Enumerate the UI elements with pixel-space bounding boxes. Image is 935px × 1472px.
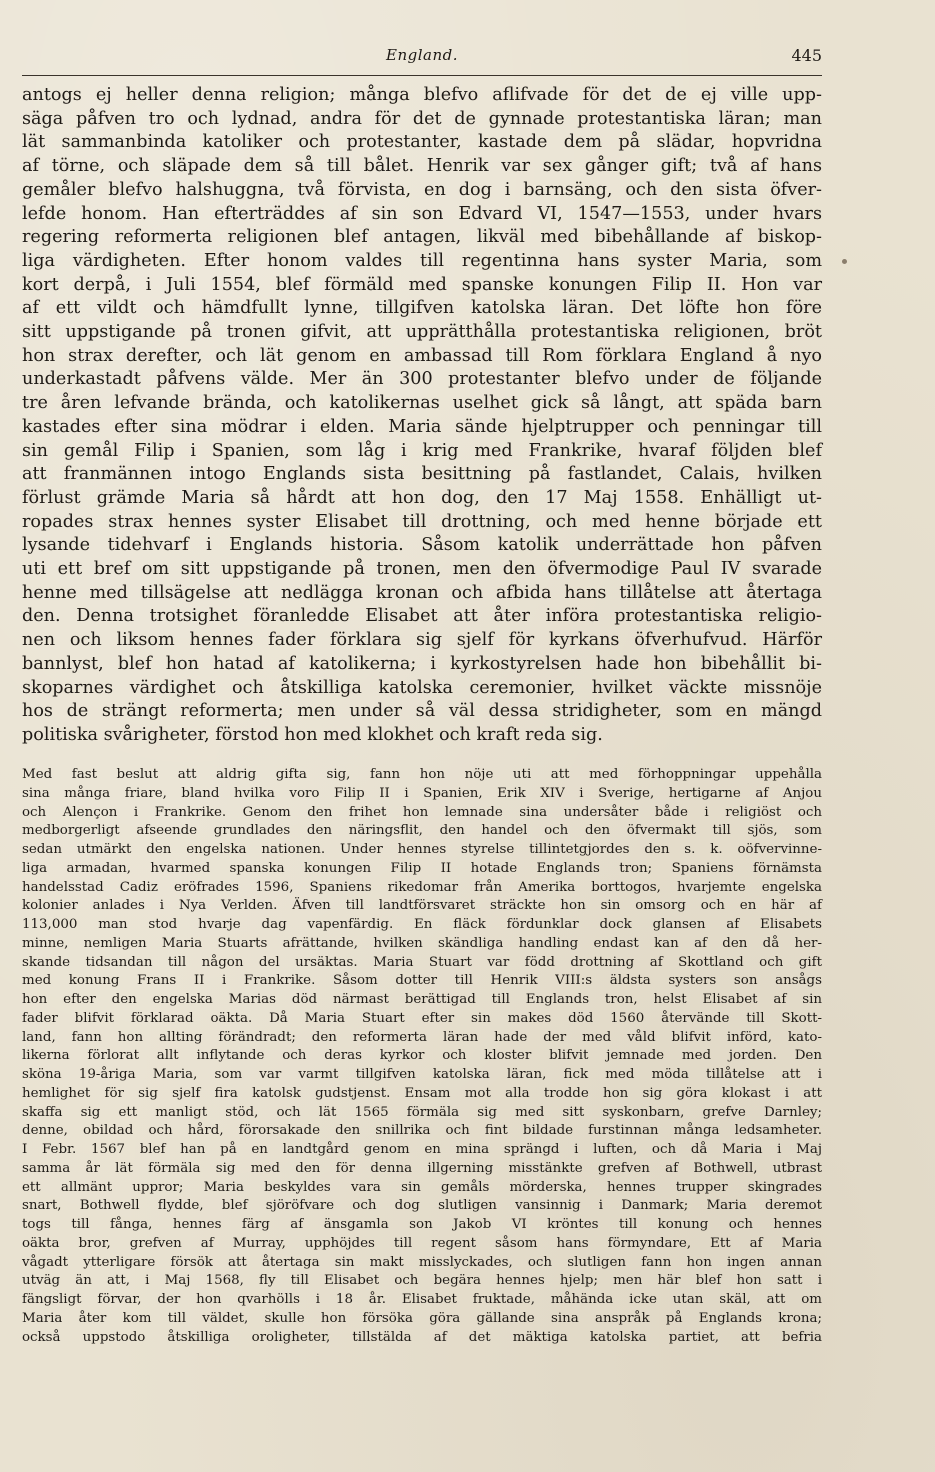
text-line: kort derpå, i Juli 1554, blef förmäld med spanske konungen Filip II. Hon var	[22, 274, 822, 295]
text-line: kastades efter sina mödrar i elden. Maria sände hjelptrupper och penningar till	[22, 416, 822, 437]
text-line: lät sammanbinda katoliker och protestanter, kastade dem på slädar, hopvridna	[22, 132, 822, 153]
text-line: förlust grämde Maria så hårdt att hon dog, den 17 Maj 1558. Enhälligt ut-	[22, 487, 822, 508]
text-line: gemåler blefvo halshuggna, två förvista, en dog i barnsäng, och den sista öfver-	[22, 179, 822, 200]
text-line: sin gemål Filip i Spanien, som låg i krig med Frankrike, hvaraf följden blef	[22, 440, 822, 461]
text-line: henne med tillsägelse att nedlägga kronan och afbida hans tillåtelse att återtaga	[22, 582, 822, 603]
small-print-line: fängsligt förvar, der hon qvarhölls i 18 år. Elisabet fruktade, måhända icke utan skäl, att om	[22, 1292, 822, 1307]
small-print-line: snart, Bothwell flydde, blef sjöröfvare och dog slutligen vansinnig i Danmark; Maria deremot	[22, 1198, 822, 1214]
text-line: af törne, och släpade dem så till bålet. Henrik var sex gånger gift; två af hans	[22, 156, 822, 177]
page-header	[22, 44, 822, 70]
text-line: nen och liksom hennes fader förklara sig sjelf för kyrkans öfverhufvud. Härför	[22, 630, 822, 651]
running-head: England.	[386, 46, 458, 64]
text-line: tre åren lefvande brända, och katolikernas uselhet gick så långt, att späda barn	[22, 393, 822, 414]
small-print-line: oäkta bror, grefven af Murray, upphöjdes till regent såsom hans förmyndare, Ett af Maria	[22, 1235, 822, 1251]
text-line: lysande tidehvarf i Englands historia. Såsom katolik underrättade hon påfven	[22, 535, 822, 556]
text-line: den. Denna trotsighet föranledde Elisabet att åter införa protestantiska religio-	[22, 606, 822, 627]
small-print-line: kolonier anlades i Nya Verlden. Äfven till landtförsvaret sträckte hon sin omsorg och en här af	[22, 898, 822, 914]
small-print-line: medborgerligt afseende grundlades den näringsflit, den handel och den öfvermakt till sjös, som	[22, 823, 822, 839]
small-print-line: Maria åter kom till väldet, skulle hon försöka göra gällande sina anspråk på Englands krona;	[22, 1310, 822, 1326]
header-rule	[22, 75, 822, 76]
small-print-line: minne, nemligen Maria Stuarts afrättande, hvilken skändliga handling endast kan af den då her-	[22, 935, 822, 951]
small-print-line: Med fast beslut att aldrig gifta sig, fann hon nöje uti att med förhoppningar uppehålla	[22, 767, 822, 782]
text-line: säga påfven tro och lydnad, andra för det de gynnade protestantiska läran; man	[22, 108, 822, 129]
text-line: regering reformerta religionen blef antagen, likväl med bibehållande af biskop-	[22, 227, 822, 248]
small-print-line: denne, obildad och hård, förorsakade den snillrika och fint bildade furstinnan många ledsamheter.	[22, 1123, 822, 1139]
text-line: hon strax derefter, och lät genom en ambassad till Rom förklara England å nyo	[22, 345, 822, 366]
text-line: antogs ej heller denna religion; många blefvo aflifvade för det de ej ville upp-	[22, 85, 822, 105]
small-print-line: 113,000 man stod hvarje dag vapenfärdig. En fläck fördunklar dock glansen af Elisabets	[22, 917, 822, 932]
small-print-line: sedan utmärkt den engelska nationen. Under hennes styrelse tillintetgjordes den s. k. oöfvervinne-	[22, 842, 822, 857]
margin-ink-dot	[842, 259, 847, 264]
text-line: ropades strax hennes syster Elisabet till drottning, och med henne började ett	[22, 511, 822, 532]
small-print-line: och Alençon i Frankrike. Genom den frihet hon lemnade sina undersåter både i religiöst och	[22, 804, 822, 820]
small-print-line: fader blifvit förklarad oäkta. Då Maria Stuart efter sin makes död 1560 återvände till Skott-	[22, 1010, 822, 1026]
small-print-block	[22, 766, 822, 1347]
main-text-block	[22, 84, 822, 748]
small-print-line: togs till fånga, hennes färg af änsgamla son Jakob VI kröntes till konung och hennes	[22, 1217, 822, 1232]
small-print-line: likerna förlorat allt inflytande och deras kyrkor och kloster blifvit jemnade med jorden. Den	[22, 1048, 822, 1064]
small-print-line: ett allmänt uppror; Maria beskyldes vara sin gemåls mörderska, hennes trupper skingrades	[22, 1179, 822, 1195]
small-print-line: hemlighet för sig sjelf fira katolsk gudstjenst. Ensam mot alla trodde hon sig göra klokast i att	[22, 1085, 822, 1101]
small-print-line: land, fann hon allting förändradt; den reformerta läran hade der med våld blifvit införd, kato-	[22, 1029, 822, 1045]
text-line: att franmännen intogo Englands sista besittning på fastlandet, Calais, hvilken	[22, 464, 822, 485]
text-line: underkastadt påfvens välde. Mer än 300 protestanter blefvo under de följande	[22, 369, 822, 390]
text-line: af ett vildt och hämdfullt lynne, tillgifven katolska läran. Det löfte hon före	[22, 298, 822, 319]
small-print-line: utväg än att, i Maj 1568, fly till Elisabet och begära hennes hjelp; men här blef hon satt i	[22, 1273, 822, 1289]
page-number: 445	[791, 46, 822, 65]
small-print-line: också uppstodo åtskilliga oroligheter, tillstälda af det mäktiga katolska partiet, att befria	[22, 1329, 822, 1345]
text-line: uti ett bref om sitt uppstigande på tronen, men den öfvermodige Paul IV svarade	[22, 559, 822, 580]
text-line: skoparnes värdighet och åtskilliga katolska ceremonier, hvilket väckte missnöje	[22, 677, 822, 698]
small-print-line: samma år lät förmäla sig med den för denna illgerning misstänkte grefven af Bothwell, utbrast	[22, 1160, 822, 1176]
small-print-line: skaffa sig ett manligt stöd, och lät 1565 förmäla sig med sitt syskonbarn, grefve Darnley;	[22, 1104, 822, 1120]
text-line: politiska svårigheter, förstod hon med klokhet och kraft reda sig.	[22, 724, 603, 745]
text-line: liga värdigheten. Efter honom valdes till regentinna hans syster Maria, som	[22, 250, 822, 271]
text-line: sitt uppstigande på tronen gifvit, att upprätthålla protestantiska religionen, bröt	[22, 322, 822, 343]
text-line: hos de strängt reformerta; men under så väl dessa stridigheter, som en mängd	[22, 701, 822, 722]
small-print-line: skande tidsandan till någon del ursäktas. Maria Stuart var född drottning af Skottland och gift	[22, 954, 822, 970]
small-print-line: med konung Frans II i Frankrike. Såsom dotter till Henrik VIII:s äldsta systers son ansågs	[22, 973, 822, 989]
small-print-line: I Febr. 1567 blef han på en landtgård genom en mina sprängd i luften, och då Maria i Maj	[22, 1142, 822, 1157]
text-line: bannlyst, blef hon hatad af katolikerna; i kyrkostyrelsen hade hon bibehållit bi-	[22, 653, 822, 674]
text-line: lefde honom. Han efterträddes af sin son Edvard VI, 1547—1553, under hvars	[22, 203, 822, 224]
small-print-line: sina många friare, bland hvilka voro Filip II i Spanien, Erik XIV i Sverige, hertigarne af Anjou	[22, 785, 822, 801]
small-print-line: vågadt ytterligare försök att återtaga sin makt misslyckades, och slutligen fann hon ingen annan	[22, 1254, 822, 1270]
small-print-line: hon efter den engelska Marias död närmast berättigad till Englands tron, helst Elisabet af sin	[22, 992, 822, 1007]
small-print-line: sköna 19-åriga Maria, som var varmt tillgifven katolska läran, fick med möda tillåtelse att i	[22, 1067, 822, 1082]
small-print-line: handelsstad Cadiz eröfrades 1596, Spaniens rikedomar från Amerika borttogos, hvarjemte engelska	[22, 879, 822, 895]
small-print-line: liga armadan, hvarmed spanska konungen Filip II hotade Englands tron; Spaniens förnämsta	[22, 860, 822, 876]
